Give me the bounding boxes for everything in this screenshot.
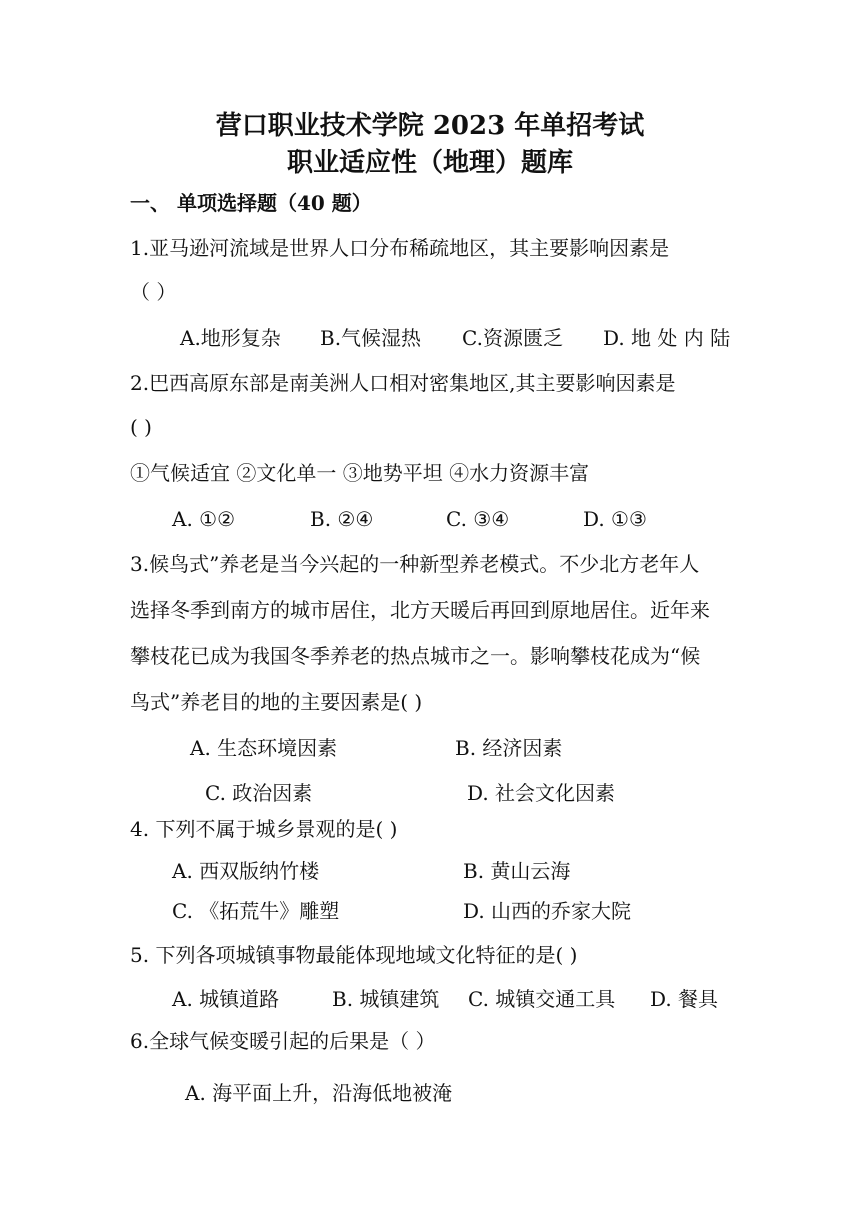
question-3-stem-line-1: 3.候鸟式”养老是当今兴起的一种新型养老模式。不少北方老年人 — [130, 552, 700, 576]
question-5-option-b: B. 城镇建筑 — [332, 987, 440, 1011]
question-3-stem-line-3: 攀枝花已成为我国冬季养老的热点城市之一。影响攀枝花成为“候 — [130, 644, 701, 668]
question-5-option-a: A. 城镇道路 — [172, 987, 280, 1011]
question-4-option-c: C. 《拓荒牛》雕塑 — [172, 899, 340, 923]
question-2-stem: 2.巴西高原东部是南美洲人口相对密集地区,其主要影响因素是 — [130, 371, 676, 395]
question-1-option-c: C.资源匮乏 — [462, 326, 563, 350]
question-3-option-c: C. 政治因素 — [205, 781, 313, 805]
question-2-option-d: D. ①③ — [583, 507, 647, 531]
question-1-option-d: D. 地 处 内 陆 — [603, 326, 731, 350]
document-title: 营口职业技术学院 2023 年单招考试 — [215, 111, 645, 141]
question-2-option-b: B. ②④ — [310, 507, 374, 531]
question-6-stem: 6.全球气候变暖引起的后果是（ ） — [130, 1029, 436, 1053]
question-2-option-a: A. ①② — [172, 507, 236, 531]
section-heading: 一、 单项选择题（40 题） — [130, 191, 372, 215]
question-5-option-c: C. 城镇交通工具 — [468, 987, 616, 1011]
question-4-option-a: A. 西双版纳竹楼 — [172, 859, 320, 883]
question-3-option-b: B. 经济因素 — [455, 736, 563, 760]
question-1-blank: （ ） — [130, 280, 177, 304]
question-1-option-b: B.气候湿热 — [320, 326, 422, 350]
question-4-stem: 4. 下列不属于城乡景观的是( ) — [130, 817, 398, 841]
question-3-stem-line-2: 选择冬季到南方的城市居住，北方天暖后再回到原地居住。近年来 — [130, 598, 710, 622]
question-1-option-a: A.地形复杂 — [180, 326, 281, 350]
question-6-option-a: A. 海平面上升，沿海低地被淹 — [185, 1081, 453, 1105]
question-2-statements: ①气候适宜 ②文化单一 ③地势平坦 ④水力资源丰富 — [130, 461, 590, 485]
question-4-option-d: D. 山西的乔家大院 — [463, 899, 632, 923]
question-2-blank: ( ) — [130, 415, 152, 439]
question-3-option-d: D. 社会文化因素 — [467, 781, 616, 805]
document-subtitle: 职业适应性（地理）题库 — [286, 148, 573, 178]
question-1-stem: 1.亚马逊河流域是世界人口分布稀疏地区，其主要影响因素是 — [130, 236, 670, 260]
question-5-stem: 5. 下列各项城镇事物最能体现地域文化特征的是( ) — [130, 943, 578, 967]
question-2-option-c: C. ③④ — [446, 507, 510, 531]
question-3-stem-line-4: 鸟式”养老目的地的主要因素是( ) — [130, 690, 423, 714]
question-5-option-d: D. 餐具 — [650, 987, 719, 1011]
question-3-option-a: A. 生态环境因素 — [190, 736, 338, 760]
question-4-option-b: B. 黄山云海 — [463, 859, 571, 883]
